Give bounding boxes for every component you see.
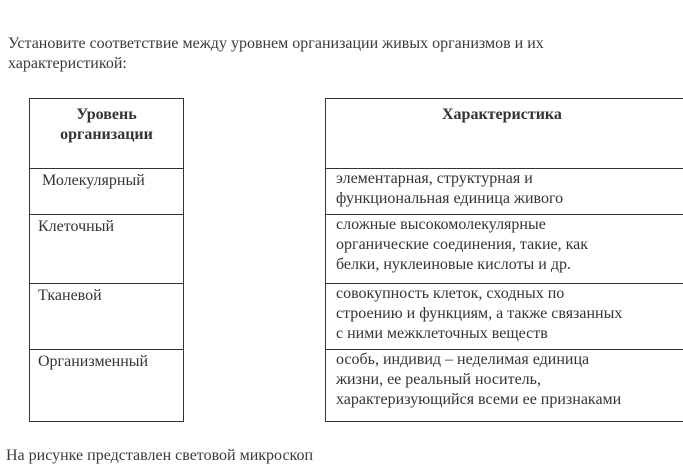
characteristic-cell <box>326 284 683 350</box>
characteristic-line: с ними межклеточных веществ <box>336 324 683 344</box>
characteristic-cell <box>326 350 683 422</box>
characteristic-line: жизни, ее реальный носитель, <box>336 370 683 390</box>
levels-header <box>30 99 184 169</box>
levels-header-line-2: организации <box>30 125 183 145</box>
table-row <box>326 169 683 215</box>
table-row <box>30 350 184 422</box>
table-row <box>326 215 683 284</box>
levels-table <box>29 98 184 422</box>
level-cell: Молекулярный <box>30 169 184 215</box>
task-instruction <box>8 34 678 74</box>
characteristic-cell <box>326 169 683 215</box>
characteristic-line: функциональная единица живого <box>336 189 683 209</box>
characteristic-line: сложные высокомолекулярные <box>336 215 683 235</box>
level-cell: Организменный <box>30 350 184 422</box>
characteristic-line: совокупность клеток, сходных по <box>336 284 683 304</box>
table-row <box>30 284 184 350</box>
characteristic-line: особь, индивид – неделимая единица <box>336 350 683 370</box>
characteristics-header: Характеристика <box>326 99 683 169</box>
table-row <box>30 169 184 215</box>
characteristic-cell <box>326 215 683 284</box>
table-row <box>326 284 683 350</box>
level-cell: Тканевой <box>30 284 184 350</box>
task-line-2: характеристикой: <box>8 54 678 74</box>
level-cell: Клеточный <box>30 215 184 284</box>
characteristic-line: органические соединения, такие, как <box>336 235 683 255</box>
levels-header-line-1: Уровень <box>30 105 183 125</box>
table-row <box>326 350 683 422</box>
characteristic-line: белки, нуклеиновые кислоты и др. <box>336 255 683 275</box>
characteristic-line: элементарная, структурная и <box>336 169 683 189</box>
table-row <box>30 215 184 284</box>
task-line-1: Установите соответствие между уровнем организации живых организмов и их <box>8 34 678 54</box>
characteristics-header-row <box>326 99 683 169</box>
characteristic-line: характеризующийся всеми ее признаками <box>336 390 683 410</box>
characteristic-line: строению и функциям, а также связанных <box>336 304 683 324</box>
levels-header-row <box>30 99 184 169</box>
next-task-text: На рисунке представлен световой микроскоп <box>6 446 313 466</box>
characteristics-table <box>325 98 683 422</box>
